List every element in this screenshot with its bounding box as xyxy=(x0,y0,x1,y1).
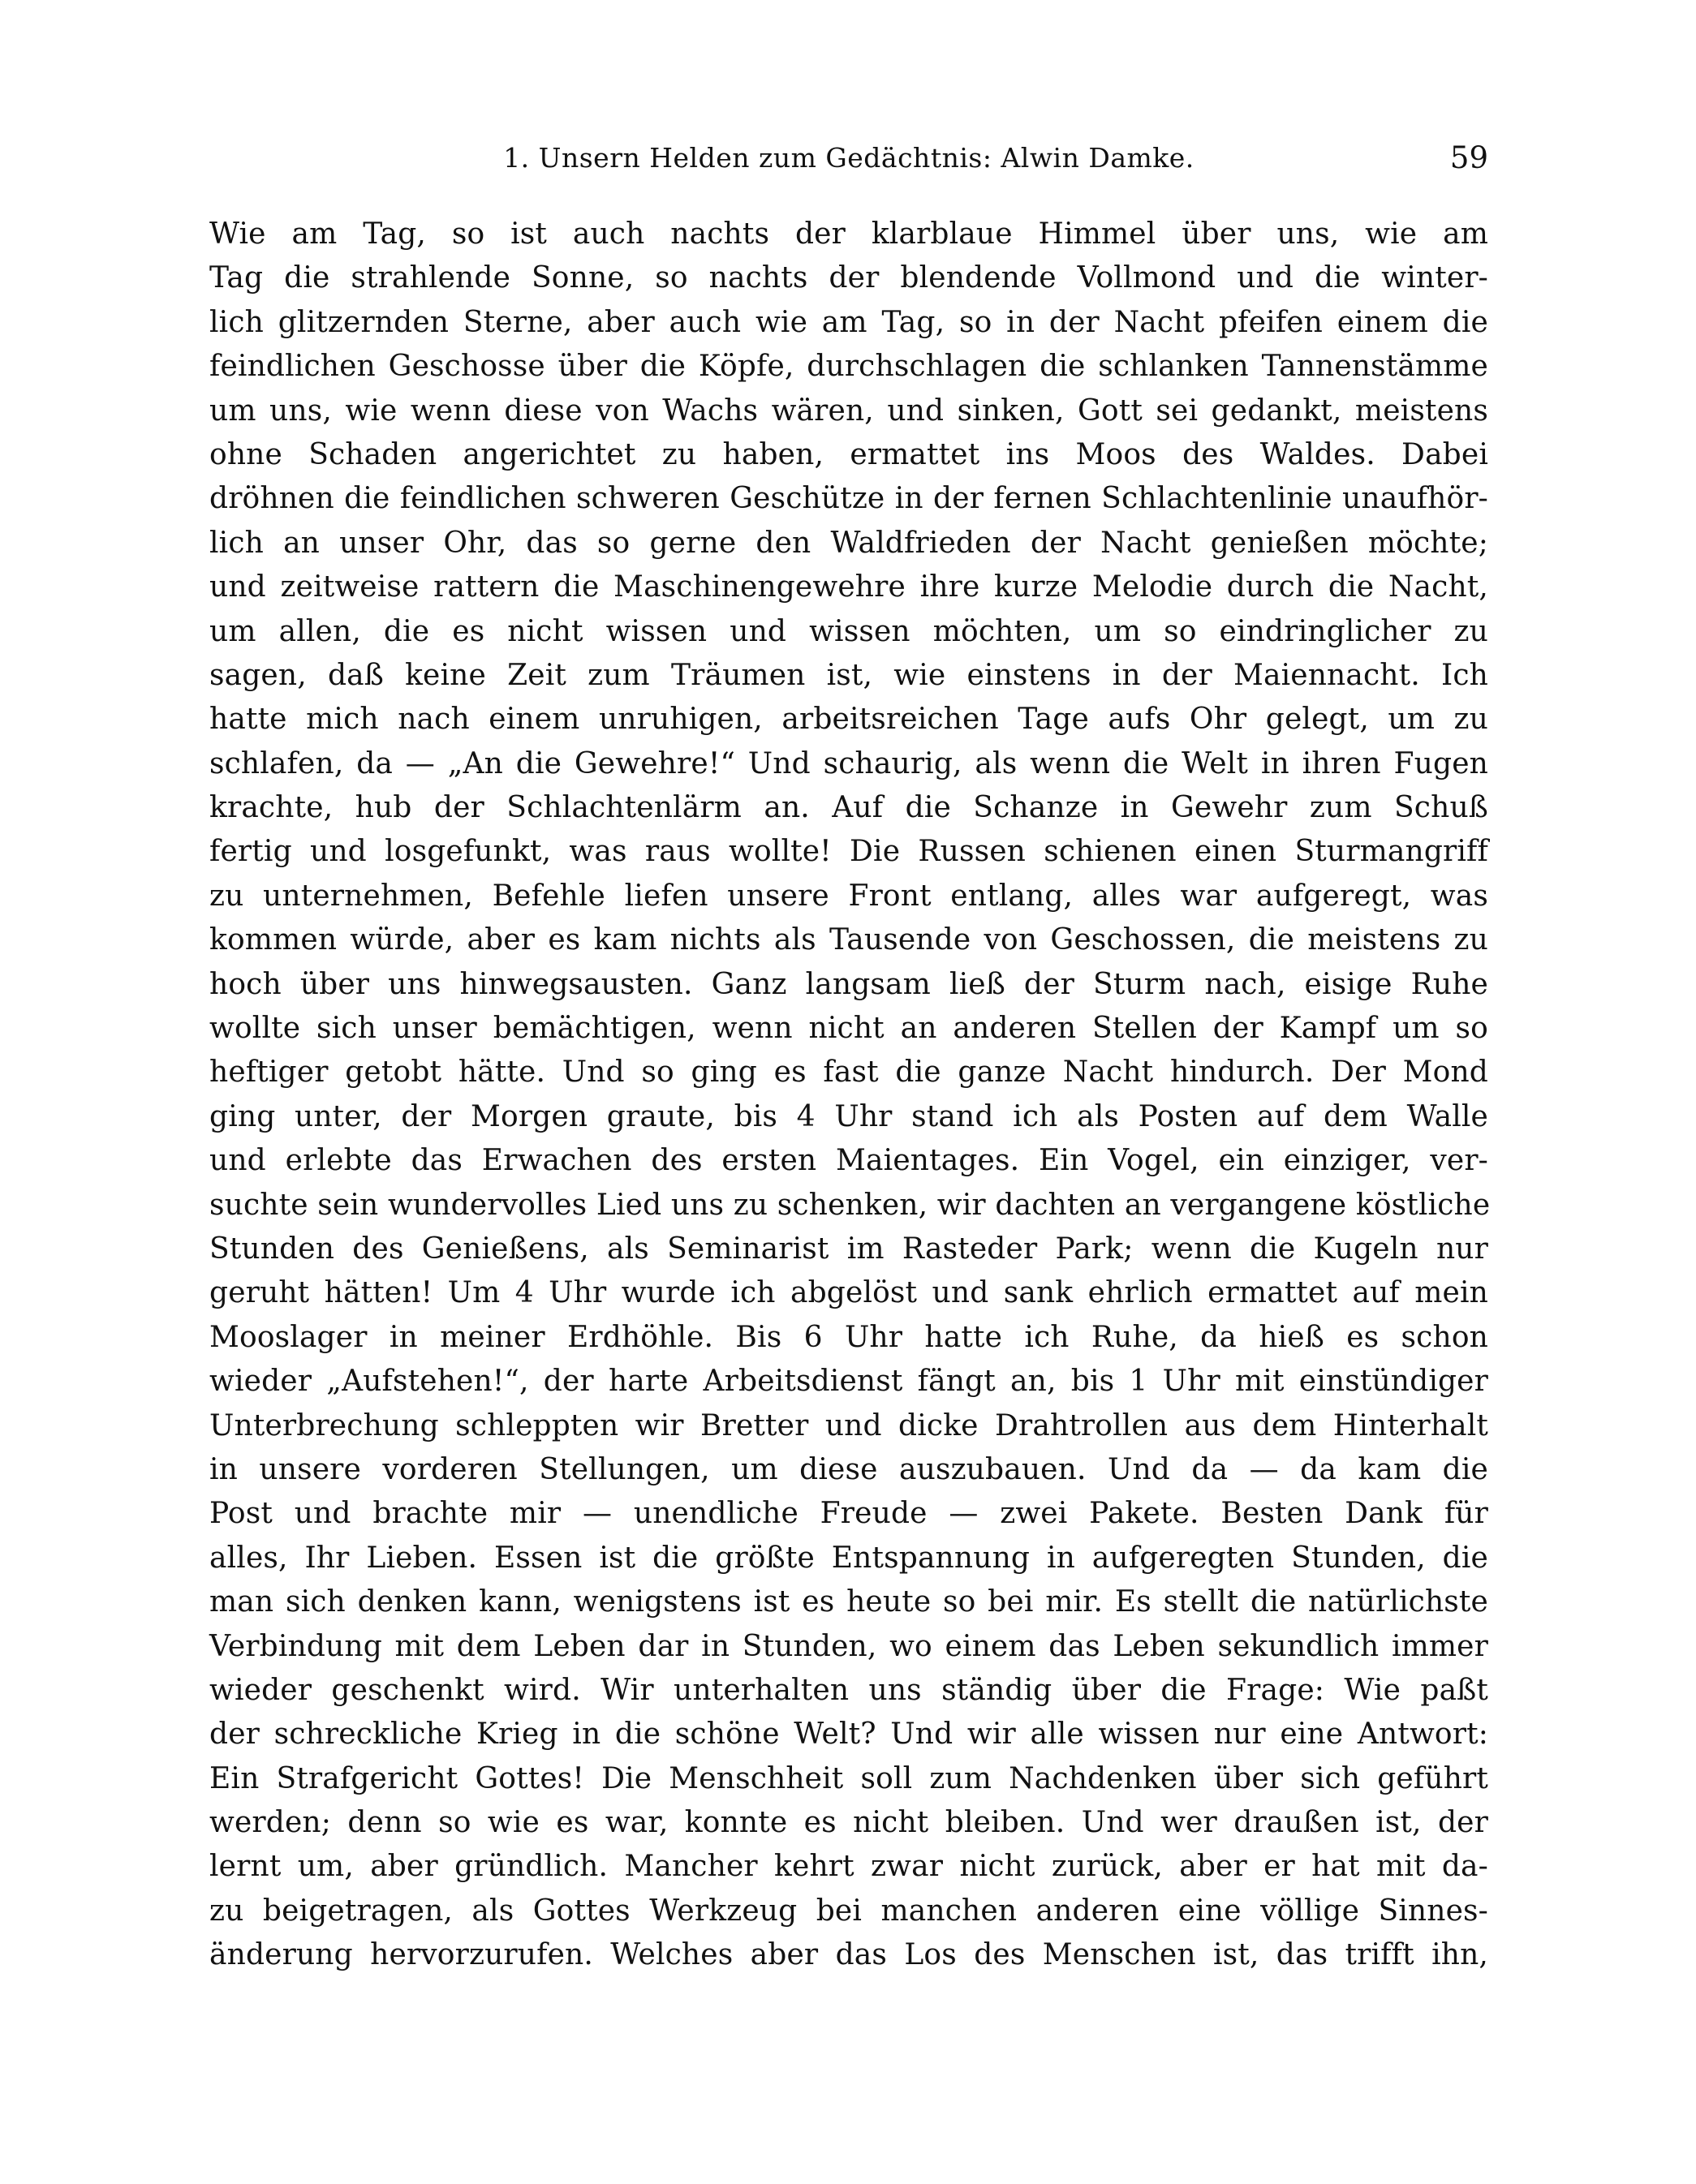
text-line: um uns, wie wenn diese von Wachs wären, und sinken, Gott sei gedankt, meistens xyxy=(209,393,1488,428)
text-line: alles, Ihr Lieben. Essen ist die größte Entspannung in aufgeregten Stunden, die xyxy=(209,1541,1488,1575)
text-line: um allen, die es nicht wissen und wissen möchten, um so eindringlicher zu xyxy=(209,614,1488,648)
text-line: hoch über uns hinwegsausten. Ganz langsam ließ der Sturm nach, eisige Ruhe xyxy=(209,967,1488,1001)
text-line: Ein Strafgericht Gottes! Die Menschheit soll zum Nachdenken über sich geführt xyxy=(209,1761,1488,1795)
text-line: Unterbrechung schleppten wir Bretter und dicke Drahtrollen aus dem Hinterhalt xyxy=(209,1408,1488,1442)
text-line: werden; denn so wie es war, konnte es nicht bleiben. Und wer draußen ist, der xyxy=(209,1806,1488,1840)
text-line: schlafen, da — „An die Gewehre!“ Und schaurig, als wenn die Welt in ihren Fugen xyxy=(209,746,1488,780)
text-line: und zeitweise rattern die Maschinengewehre ihre kurze Melodie durch die Nacht, xyxy=(209,570,1488,604)
text-line: lich an unser Ohr, das so gerne den Waldfrieden der Nacht genießen möchte; xyxy=(209,526,1488,560)
text-line: lernt um, aber gründlich. Mancher kehrt zwar nicht zurück, aber er hat mit da- xyxy=(209,1850,1488,1884)
text-line: krachte, hub der Schlachtenlärm an. Auf die Schanze in Gewehr zum Schuß xyxy=(209,791,1488,825)
body-text xyxy=(209,213,1491,1978)
text-line: lich glitzernden Sterne, aber auch wie am Tag, so in der Nacht pfeifen einem die xyxy=(209,305,1488,339)
text-line: wieder geschenkt wird. Wir unterhalten uns ständig über die Frage: Wie paßt xyxy=(209,1673,1488,1707)
running-head xyxy=(209,138,1488,187)
text-line: ging unter, der Morgen graute, bis 4 Uhr stand ich als Posten auf dem Walle xyxy=(209,1099,1488,1133)
text-line: wieder „Aufstehen!“, der harte Arbeitsdienst fängt an, bis 1 Uhr mit einstündiger xyxy=(209,1365,1488,1399)
text-line: Stunden des Genießens, als Seminarist im Rasteder Park; wenn die Kugeln nur xyxy=(209,1232,1488,1266)
page-number: 59 xyxy=(1449,140,1488,175)
text-line: heftiger getobt hätte. Und so ging es fast die ganze Nacht hindurch. Der Mond xyxy=(209,1055,1488,1090)
text-line: Mooslager in meiner Erdhöhle. Bis 6 Uhr hatte ich Ruhe, da hieß es schon xyxy=(209,1320,1488,1354)
text-line: Tag die strahlende Sonne, so nachts der blendende Vollmond und die winter- xyxy=(209,261,1488,295)
text-line: zu unternehmen, Befehle liefen unsere Front entlang, alles war aufgeregt, was xyxy=(209,879,1488,913)
text-line: sagen, daß keine Zeit zum Träumen ist, wie einstens in der Maiennacht. Ich xyxy=(209,658,1488,692)
text-line: geruht hätten! Um 4 Uhr wurde ich abgelöst und sank ehrlich ermattet auf mein xyxy=(209,1276,1488,1310)
text-line: Post und brachte mir — unendliche Freude — zwei Pakete. Besten Dank für xyxy=(209,1497,1488,1531)
text-line: änderung hervorzurufen. Welches aber das Los des Menschen ist, das trifft ihn, xyxy=(209,1938,1488,1972)
text-line: hatte mich nach einem unruhigen, arbeitsreichen Tage aufs Ohr gelegt, um zu xyxy=(209,703,1488,737)
text-line: feindlichen Geschosse über die Köpfe, durchschlagen die schlanken Tannenstämme xyxy=(209,350,1488,384)
running-title: 1. Unsern Helden zum Gedächtnis: Alwin Damke. xyxy=(503,142,1195,174)
text-line: kommen würde, aber es kam nichts als Tausende von Geschossen, die meistens zu xyxy=(209,923,1488,957)
text-line: der schreckliche Krieg in die schöne Welt? Und wir alle wissen nur eine Antwort: xyxy=(209,1718,1488,1752)
text-line: Wie am Tag, so ist auch nachts der klarblaue Himmel über uns, wie am xyxy=(209,217,1488,251)
text-line: wollte sich unser bemächtigen, wenn nicht an anderen Stellen der Kampf um so xyxy=(209,1012,1488,1046)
text-line: Verbindung mit dem Leben dar in Stunden, wo einem das Leben sekundlich immer xyxy=(209,1629,1488,1663)
text-line: und erlebte das Erwachen des ersten Maientages. Ein Vogel, ein einziger, ver- xyxy=(209,1144,1488,1178)
text-line: ohne Schaden angerichtet zu haben, ermattet ins Moos des Waldes. Dabei xyxy=(209,437,1488,471)
text-line: zu beigetragen, als Gottes Werkzeug bei manchen anderen eine völlige Sinnes- xyxy=(209,1894,1488,1928)
text-line: in unsere vorderen Stellungen, um diese auszubauen. Und da — da kam die xyxy=(209,1452,1488,1486)
text-line: suchte sein wundervolles Lied uns zu schenken, wir dachten an vergangene köstliche xyxy=(209,1188,1491,1222)
text-line: fertig und losgefunkt, was raus wollte! Die Russen schienen einen Sturmangriff xyxy=(209,835,1488,869)
text-line: man sich denken kann, wenigstens ist es heute so bei mir. Es stellt die natürlichste xyxy=(209,1585,1488,1619)
text-line: dröhnen die feindlichen schweren Geschütze in der fernen Schlachtenlinie unaufhör- xyxy=(209,482,1488,516)
